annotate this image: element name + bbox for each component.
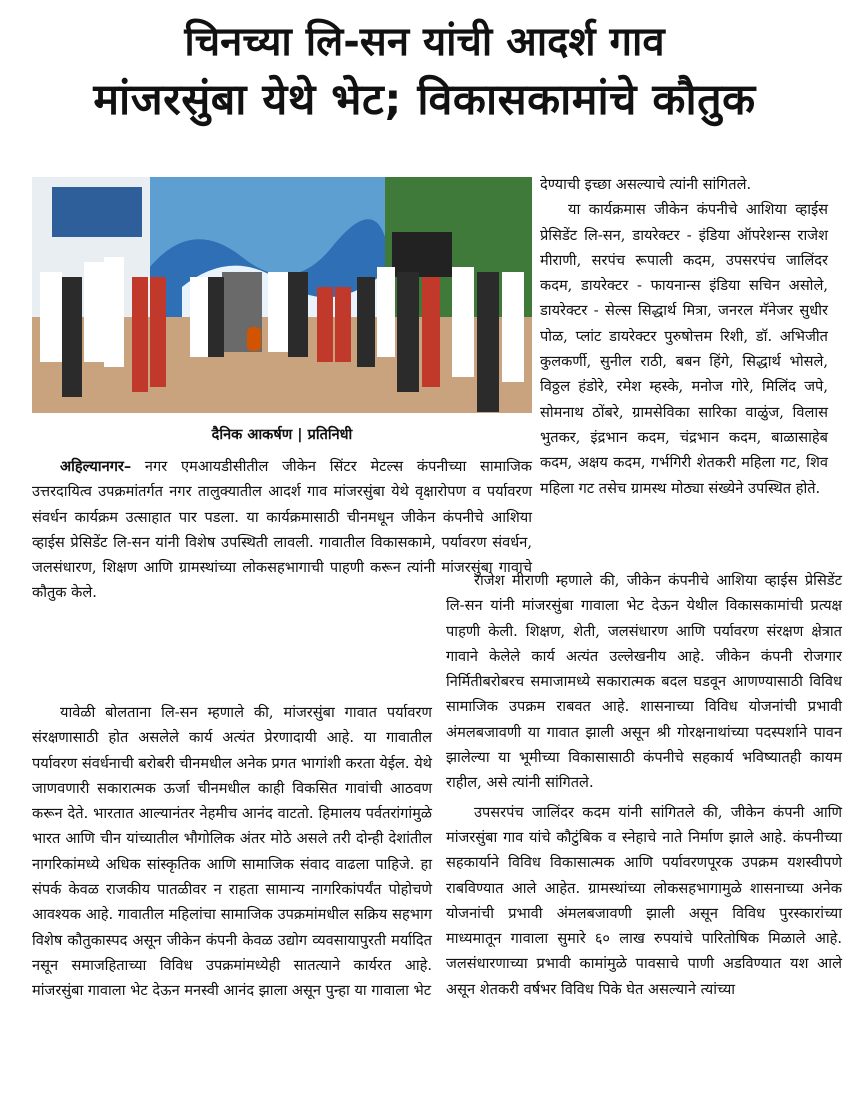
headline-line-2: मांजरसुंबा येथे भेट; विकासकामांचे कौतुक (93, 75, 756, 125)
article-right-column-lower (446, 568, 842, 1002)
article-paragraph-1-text: नगर एमआयडीसीतील जीकेन सिंटर मेटल्स कंपनीच्या सामाजिक उत्तरदायित्व उपक्रमांतर्गत नगर तालुक्यातील आदर्श गाव मांजरसुंबा येथे वृक्षारोपण व पर्यावरण संवर्धन कार्यक्रम उत्साहात पार पडला. या कार्यक्रमासाठी चीनमधून जीकेन कंपनीचे आशिया व्हाईस प्रेसिडेंट लि-सन यांनी विशेष उपस्थिती लावली. गावातील विकासकामे, पर्यावरण संवर्धन, जलसंधारण, शिक्षण आणि ग्रामस्थांच्या लोकसहभागाची पाहणी करून त्यांनी मांजरसुंबा गावाचे कौतुक केले. (32, 458, 532, 602)
event-photo-illustration (32, 177, 532, 413)
article-left-column-lower (32, 700, 432, 1004)
article-paragraph-6: उपसरपंच जालिंदर कदम यांनी सांगितले की, जीकेन कंपनी आणि मांजरसुंबा गाव यांचे कौटुंबिक व स्नेहाचे नाते निर्माण झाले आहे. कंपनीच्या सहकार्याने विविध विकासात्मक आणि पर्यावरणपूरक उपक्रम यशस्वीपणे राबविण्यात आले आहेत. ग्रामस्थांच्या लोकसहभागामुळे शासनाच्या अनेक योजनांची प्रभावी अंमलबजावणी झाली असून विविध पुरस्कारांच्या माध्यमातून गावाला सुमारे ६० लाख रुपयांचे पारितोषिक मिळाले आहे. जलसंधारणाच्या प्रभावी कामांमुळे पावसाचे पाणी अडविण्यात यश आले असून शेतकरी वर्षभर विविध पिके घेत असल्याने त्यांच्या (446, 803, 842, 998)
article-paragraph-5: राजेश मीराणी म्हणाले की, जीकेन कंपनीचे आशिया व्हाईस प्रेसिडेंट लि-सन यांनी मांजरसुंबा गावाला भेट देऊन येथील विकासकामांची प्रत्यक्ष पाहणी केली. शिक्षण, शेती, जलसंधारण आणि पर्यावरण संरक्षण क्षेत्रात गावाने केलेले कार्य अत्यंत उल्लेखनीय आहे. जीकेन कंपनी रोजगार निर्मितीबरोबरच समाजामध्ये सकारात्मक बदल घडवून आणण्यासाठी विविध सामाजिक उपक्रम राबवत आहे. शासनाच्या विविध योजनांची प्रभावी अंमलबजावणी या गावात झाली असून श्री गोरक्षनाथांच्या पदस्पर्शाने पावन झालेल्या या भूमीच्या विकासासाठी कंपनीचे सहकार्य भविष्यातही कायम राहील, असे त्यांनी सांगितले. (446, 572, 842, 792)
dateline: अहिल्यानगर– (60, 458, 132, 475)
photo-credit: दैनिक आकर्षण | प्रतिनिधी (211, 427, 353, 443)
headline-line-1: चिनच्या लि-सन यांची आदर्श गाव (184, 19, 665, 65)
article-right-column-top (540, 172, 828, 501)
headline (0, 14, 849, 130)
event-photo (32, 177, 532, 413)
article-paragraph-4: या कार्यक्रमास जीकेन कंपनीचे आशिया व्हाईस प्रेसिडेंट लि-सन, डायरेक्टर - इंडिया ऑपरेशन्स राजेश मीराणी, सरपंच रूपाली कदम, उपसरपंच जालिंदर कदम, डायरेक्टर - फायनान्स इंडिया सचिन असोले, डायरेक्टर - सेल्स सिद्धार्थ मित्रा, जनरल मॅनेजर सुधीर पोळ, प्लांट डायरेक्टर पुरुषोत्तम रिशी, डॉ. अभिजीत कुलकर्णी, सुनील राठी, बबन हिंगे, सिद्धार्थ भोसले, विठ्ठल हंडोरे, रमेश म्हस्के, मनोज गोरे, मिलिंद जपे, सोमनाथ ठोंबरे, ग्रामसेविका सारिका वाळुंज, विलास भुतकर, इंद्रभान कदम, चंद्रभान कदम, बाळासाहेब कदम, अक्षय कदम, गर्भगिरी शेतकरी महिला गट, शिव महिला गट तसेच ग्रामस्थ मोठ्या संख्येने उपस्थित होते. (540, 201, 828, 497)
article-paragraph-2: यावेळी बोलताना लि-सन म्हणाले की, मांजरसुंबा गावात पर्यावरण संरक्षणासाठी होत असलेले कार्य अत्यंत प्रेरणादायी आहे. या गावातील पर्यावरण संवर्धनाची बरोबरी चीनमधील अनेक प्रगत भागांशी करता येईल. येथे जाणवणारी सकारात्मक ऊर्जा चीनमधील काही विकसित गावांची आठवण करून देते. भारतात आल्यानंतर नेहमीच आनंद वाटतो. हिमालय पर्वतरांगांमुळे भारत आणि चीन यांच्यातील भौगोलिक अंतर मोठे असले तरी दोन्ही देशांतील नागरिकांमध्ये अधिक सांस्कृतिक आणि सामाजिक संवाद वाढला पाहिजे. हा संपर्क केवळ राजकीय पातळीवर न राहता सामान्य नागरिकांपर्यंत पोहोचणे आवश्यक आहे. गावातील महिलांचा सामाजिक उपक्रमांमधील सक्रिय सहभाग विशेष कौतुकास्पद असून जीकेन कंपनी केवळ उद्योग व्यवसायापुरती मर्यादित नसून समाजहिताच्या विविध उपक्रमांमध्येही सातत्याने कार्यरत आहे. मांजरसुंबा गावाला भेट देऊन मनस्वी आनंद झाला असून पुन्हा या गावाला भेट (32, 704, 432, 1000)
article-paragraph-3: देण्याची इच्छा असल्याचे त्यांनी सांगितले. (540, 176, 752, 193)
